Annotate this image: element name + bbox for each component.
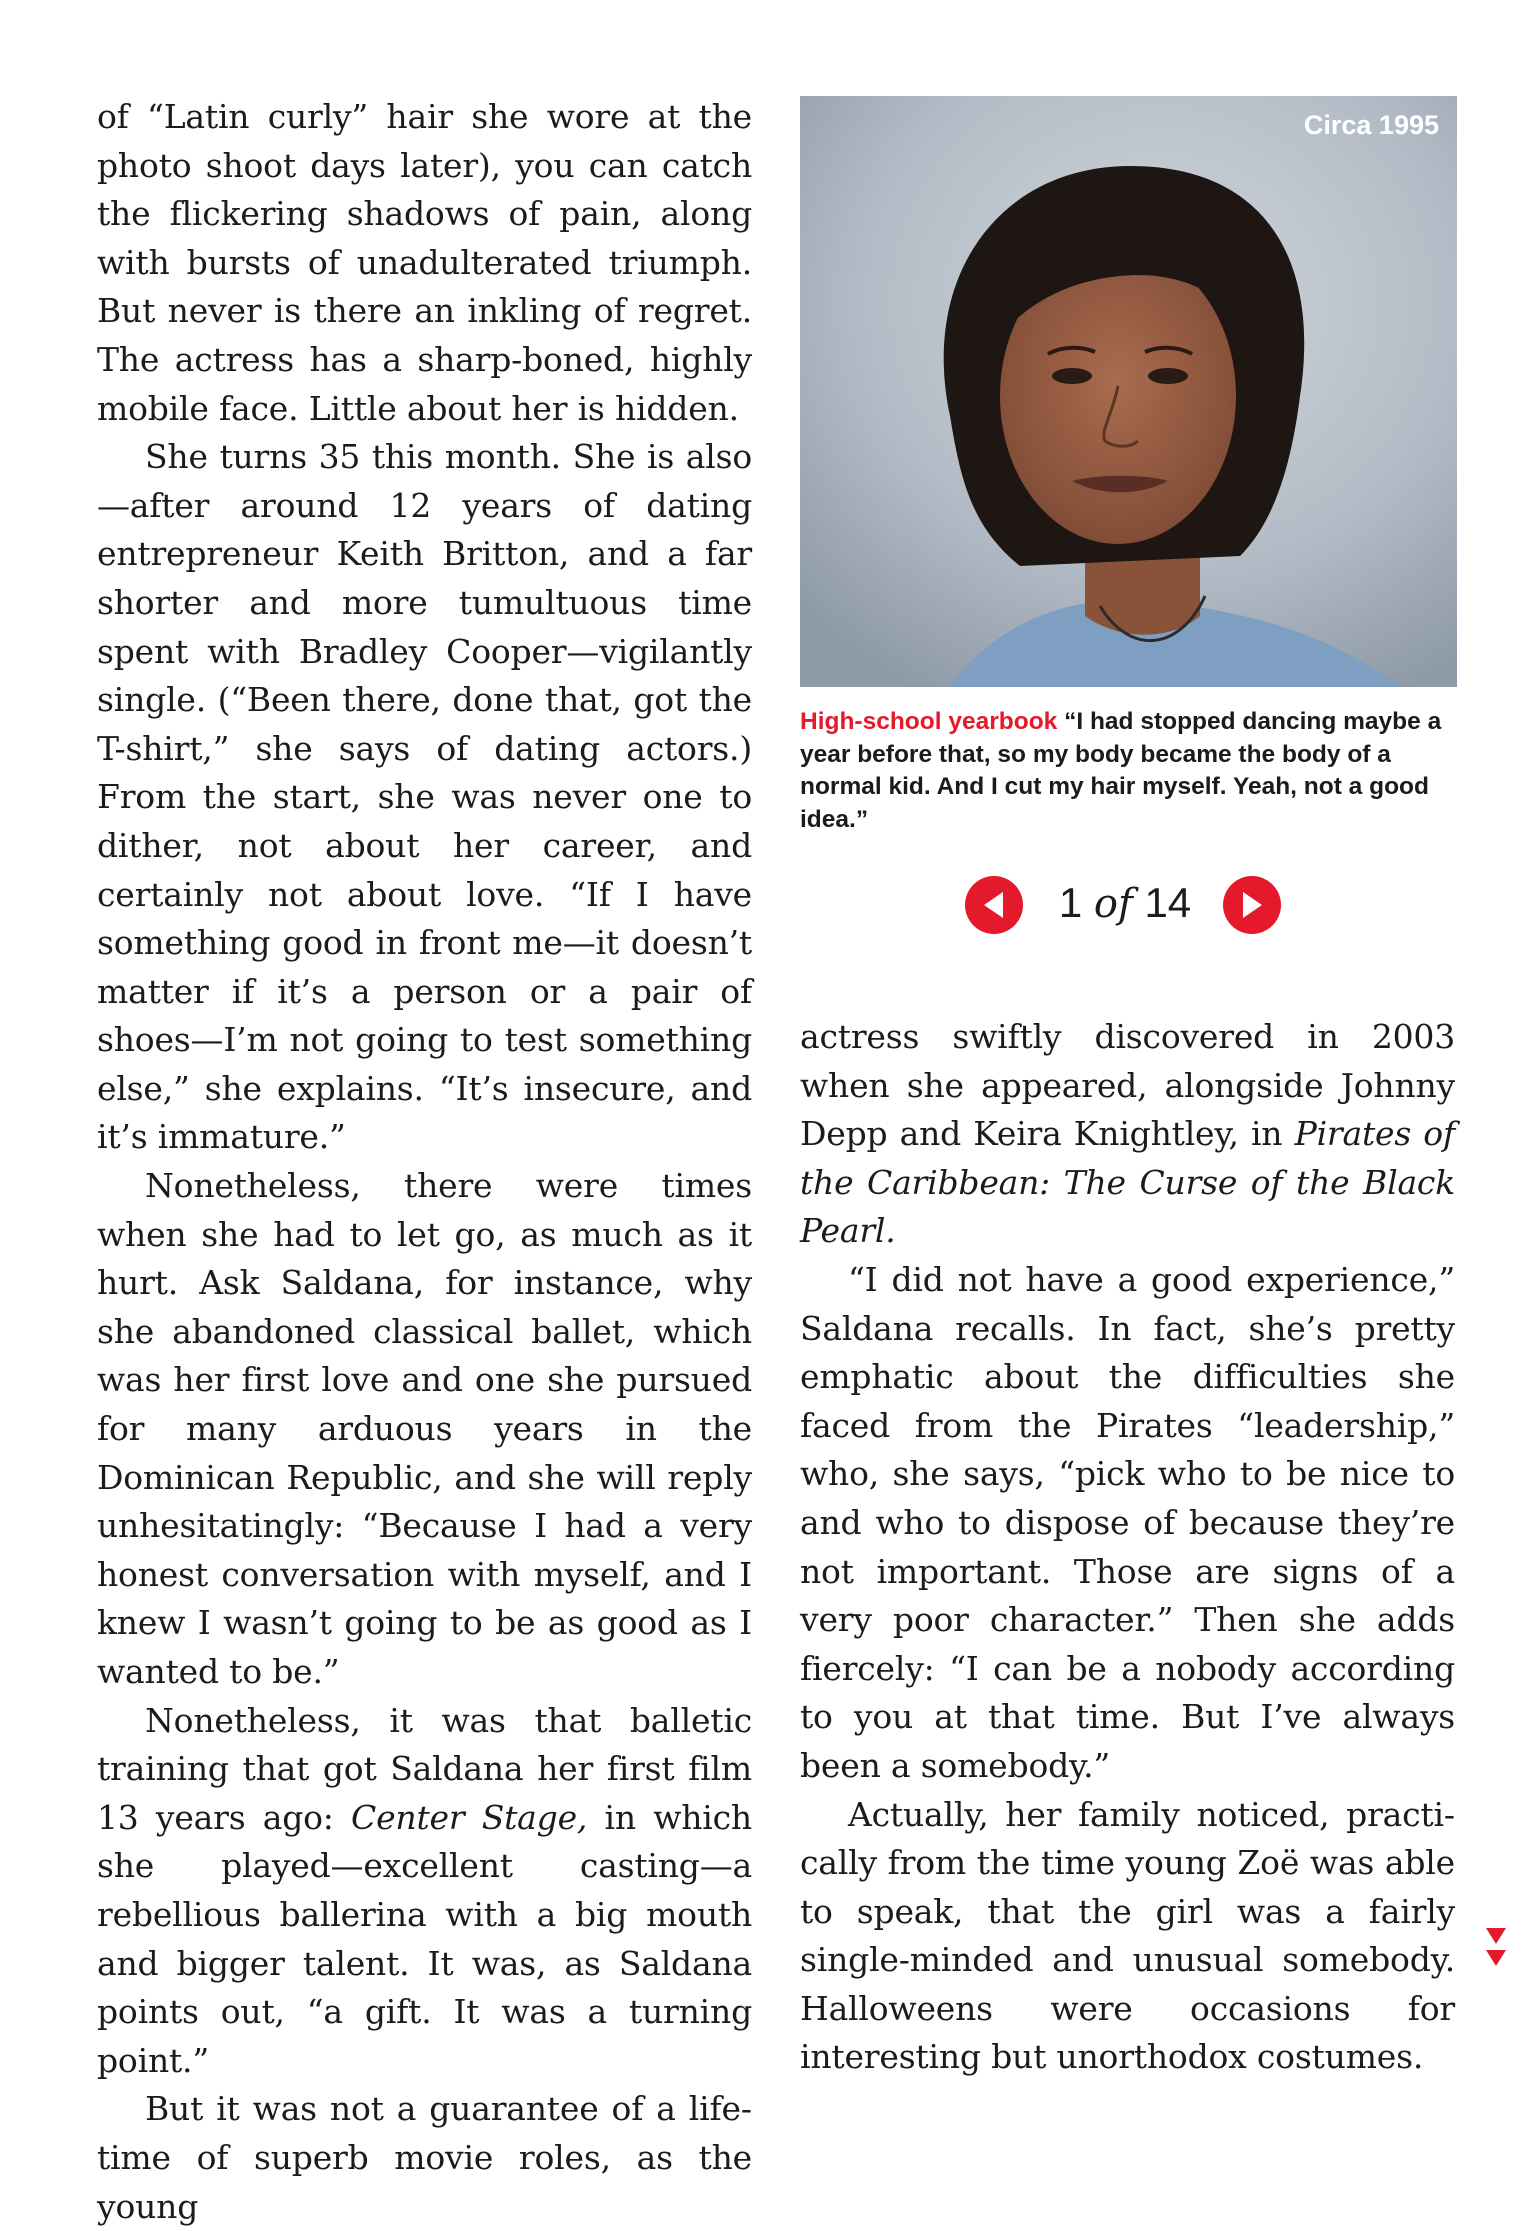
right-arrow-icon	[1223, 876, 1281, 934]
portrait-image	[800, 96, 1457, 687]
paragraph-text: in which she played—excellent casting—a rebellious ballerina with a big mouth and bigger talent. It was, as Saldana points out, “a gift. It was a turning point.”	[97, 1797, 752, 2080]
article-paragraph	[800, 1791, 1455, 2083]
photo-date-label: Circa 1995	[1303, 110, 1439, 140]
article-paragraph	[97, 93, 752, 433]
continue-indicator[interactable]	[1484, 1926, 1508, 1970]
italic-title: Pirates of the Caribbean: The Curse of the Black Pearl.	[800, 1114, 1455, 1251]
double-down-arrow-icon	[1484, 1926, 1508, 1970]
current-page: 1	[1058, 879, 1083, 926]
left-arrow-icon	[965, 876, 1023, 934]
gallery-pager	[965, 874, 1295, 936]
article-paragraph	[97, 2085, 752, 2231]
paragraph-text: “I did not have a good experience,” Saldana recalls. In fact, she’s pretty emphatic about the difficulties she faced from the Pirates “leadership,” who, she says, “pick who to be nice to and who to dispose of because they’re not important. Those are signs of a very poor character.” Then she adds fiercely: “I can be a nobody according to you at that time. But I’ve always been a somebody.”	[800, 1259, 1455, 1785]
next-button[interactable]	[1223, 876, 1281, 934]
previous-button[interactable]	[965, 876, 1023, 934]
paragraph-text: Actually, her family noticed, practically from the time young Zoë was able to speak, that the girl was a fairly single-minded and unusual somebody. Halloweens were occasions for interesting but unorthodox costumes.	[800, 1794, 1455, 2077]
article-paragraph	[97, 1697, 752, 2086]
paragraph-text: But it was not a guarantee of a lifetime of superb movie roles, as the young	[97, 2089, 752, 2226]
article-column-right	[800, 1013, 1455, 2082]
paragraph-text: She turns 35 this month. She is also—after around 12 years of dating entrepreneur Keith Britton, and a far shorter and more tumultuous time spent with Bradley Cooper—vigilantly single. (“Been there, done that, got the T-shirt,” she says of dating actors.) From the start, she was never one to dither, not about her career, and certainly not about love. “If I have something good in front me—it doesn’t matter if it’s a person or a pair of shoes—I’m not going to test something else,” she explains. “It’s insecure, and it’s immature.”	[97, 437, 752, 1157]
article-paragraph	[97, 433, 752, 1162]
page-indicator	[1055, 874, 1195, 933]
paragraph-text: Nonetheless, there were times when she had to let go, as much as it hurt. Ask Saldana, for instance, why she abandoned classical ballet, which was her first love and one she pursued for many arduous years in the Dominican Republic, and she will reply unhesitatingly: “Because I had a very honest conversation with myself, and I knew I wasn’t going to be as good as I wanted to be.”	[97, 1166, 752, 1691]
caption-lead: High-school yearbook	[800, 708, 1058, 735]
article-paragraph	[800, 1013, 1455, 1256]
total-pages: 14	[1144, 879, 1192, 926]
caption-quote: “I had stopped dancing maybe a year before that, so my body became the body of a normal kid. And I cut my hair myself. Yeah, not a good idea.”	[800, 708, 1442, 833]
yearbook-photo	[800, 96, 1457, 687]
paragraph-text: of “Latin curly” hair she wore at the photo shoot days later), you can catch the flickering shadows of pain, along with bursts of unadulterated triumph. But never is there an inkling of regret. The actress has a sharp-boned, highly mobile face. Little about her is hidden.	[97, 97, 752, 428]
paragraph-text: Nonetheless, it was that balletic training that got Saldana her first film 13 years ago:	[97, 1700, 752, 1837]
paragraph-text: actress swiftly discovered in 2003 when she appeared, alongside Johnny Depp and Keira Knightley, in	[800, 1017, 1455, 1154]
italic-title: Center Stage,	[351, 1797, 588, 1837]
photo-caption	[800, 706, 1460, 836]
article-paragraph	[800, 1256, 1455, 1791]
page-of: of	[1093, 881, 1133, 927]
article-column-left	[97, 93, 752, 2231]
article-paragraph	[97, 1162, 752, 1697]
